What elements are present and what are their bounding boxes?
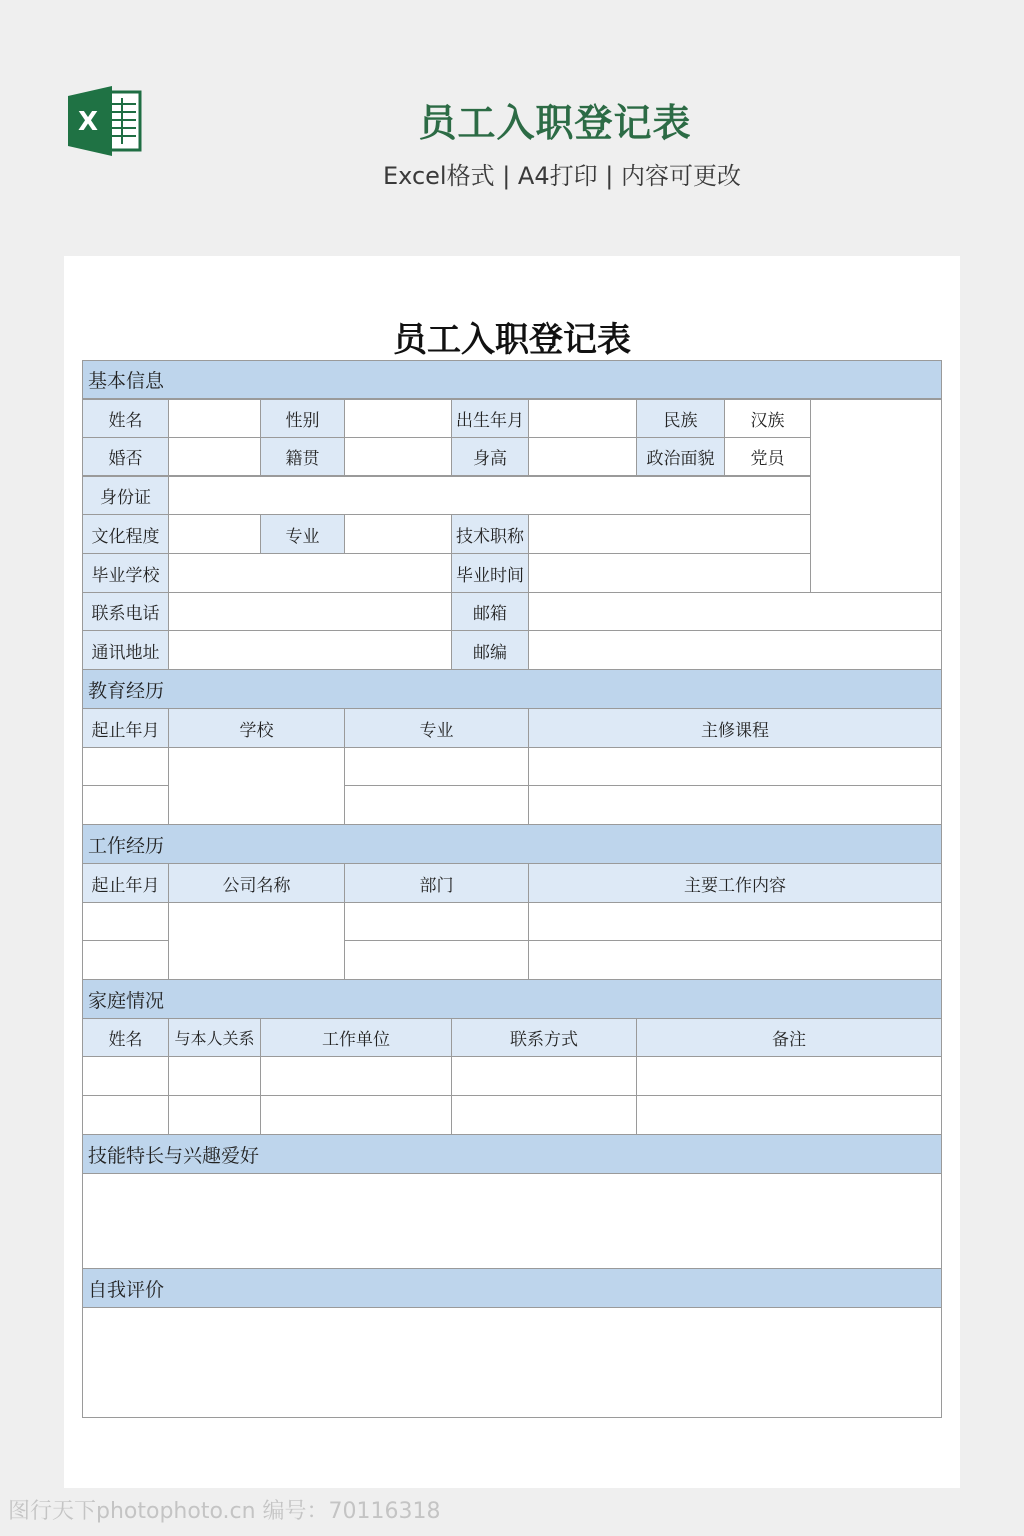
field-phone[interactable] bbox=[168, 592, 452, 631]
edu-cell[interactable] bbox=[82, 785, 169, 825]
work-cell[interactable] bbox=[344, 902, 529, 941]
family-cell[interactable] bbox=[260, 1095, 452, 1135]
family-header-relation: 与本人关系 bbox=[168, 1018, 261, 1057]
photo-cell[interactable] bbox=[810, 399, 942, 593]
field-birth[interactable] bbox=[528, 399, 637, 438]
family-cell[interactable] bbox=[451, 1056, 637, 1096]
section-basic-info: 基本信息 bbox=[82, 360, 942, 399]
field-gender[interactable] bbox=[344, 399, 452, 438]
work-header-duties: 主要工作内容 bbox=[528, 863, 942, 903]
work-cell[interactable] bbox=[82, 940, 169, 980]
family-cell[interactable] bbox=[451, 1095, 637, 1135]
edu-header-period: 起止年月 bbox=[82, 708, 169, 748]
label-phone: 联系电话 bbox=[82, 592, 169, 631]
field-height[interactable] bbox=[528, 437, 637, 476]
form-title: 员工入职登记表 bbox=[393, 320, 631, 360]
work-cell[interactable] bbox=[168, 902, 345, 980]
work-cell[interactable] bbox=[344, 940, 529, 980]
work-cell[interactable] bbox=[82, 902, 169, 941]
field-politics[interactable]: 党员 bbox=[724, 437, 811, 476]
family-cell[interactable] bbox=[168, 1056, 261, 1096]
section-self-eval: 自我评价 bbox=[82, 1268, 942, 1308]
edu-cell[interactable] bbox=[528, 747, 942, 786]
edu-cell[interactable] bbox=[168, 747, 345, 825]
label-name: 姓名 bbox=[82, 399, 169, 438]
section-family: 家庭情况 bbox=[82, 979, 942, 1019]
section-education: 教育经历 bbox=[82, 669, 942, 709]
work-header-period: 起止年月 bbox=[82, 863, 169, 903]
work-cell[interactable] bbox=[528, 940, 942, 980]
family-cell[interactable] bbox=[168, 1095, 261, 1135]
work-cell[interactable] bbox=[528, 902, 942, 941]
label-ethnicity: 民族 bbox=[636, 399, 725, 438]
field-major[interactable] bbox=[344, 514, 452, 554]
family-header-notes: 备注 bbox=[636, 1018, 942, 1057]
family-cell[interactable] bbox=[260, 1056, 452, 1096]
label-grad-time: 毕业时间 bbox=[451, 553, 529, 593]
label-school: 毕业学校 bbox=[82, 553, 169, 593]
edu-header-school: 学校 bbox=[168, 708, 345, 748]
edu-header-major: 专业 bbox=[344, 708, 529, 748]
family-cell[interactable] bbox=[636, 1056, 942, 1096]
field-name[interactable] bbox=[168, 399, 261, 438]
label-education-level: 文化程度 bbox=[82, 514, 169, 554]
label-major: 专业 bbox=[260, 514, 345, 554]
field-ethnicity[interactable]: 汉族 bbox=[724, 399, 811, 438]
field-grad-time[interactable] bbox=[528, 553, 811, 593]
header-subtitle: Excel格式 | A4打印 | 内容可更改 bbox=[383, 162, 741, 190]
label-email: 邮箱 bbox=[451, 592, 529, 631]
family-cell[interactable] bbox=[82, 1056, 169, 1096]
label-title: 技术职称 bbox=[451, 514, 529, 554]
self-eval-field[interactable] bbox=[82, 1307, 942, 1418]
label-politics: 政治面貌 bbox=[636, 437, 725, 476]
field-title[interactable] bbox=[528, 514, 811, 554]
field-school[interactable] bbox=[168, 553, 452, 593]
work-header-company: 公司名称 bbox=[168, 863, 345, 903]
field-education-level[interactable] bbox=[168, 514, 261, 554]
family-header-employer: 工作单位 bbox=[260, 1018, 452, 1057]
skills-field[interactable] bbox=[82, 1173, 942, 1269]
field-origin[interactable] bbox=[344, 437, 452, 476]
section-work: 工作经历 bbox=[82, 824, 942, 864]
family-cell[interactable] bbox=[636, 1095, 942, 1135]
field-id-card[interactable] bbox=[168, 476, 811, 515]
label-height: 身高 bbox=[451, 437, 529, 476]
edu-cell[interactable] bbox=[344, 785, 529, 825]
header-title: 员工入职登记表 bbox=[418, 101, 692, 145]
work-header-department: 部门 bbox=[344, 863, 529, 903]
edu-cell[interactable] bbox=[82, 747, 169, 786]
label-marriage: 婚否 bbox=[82, 437, 169, 476]
family-header-contact: 联系方式 bbox=[451, 1018, 637, 1057]
label-birth: 出生年月 bbox=[451, 399, 529, 438]
watermark: 图行天下photophoto.cn 编号：70116318 bbox=[8, 1499, 441, 1524]
field-postcode[interactable] bbox=[528, 630, 942, 670]
edu-cell[interactable] bbox=[344, 747, 529, 786]
field-email[interactable] bbox=[528, 592, 942, 631]
label-id-card: 身份证 bbox=[82, 476, 169, 515]
label-gender: 性别 bbox=[260, 399, 345, 438]
field-address[interactable] bbox=[168, 630, 452, 670]
label-postcode: 邮编 bbox=[451, 630, 529, 670]
section-skills: 技能特长与兴趣爱好 bbox=[82, 1134, 942, 1174]
field-marriage[interactable] bbox=[168, 437, 261, 476]
logo-letter: X bbox=[77, 107, 99, 137]
edu-cell[interactable] bbox=[528, 785, 942, 825]
label-origin: 籍贯 bbox=[260, 437, 345, 476]
family-cell[interactable] bbox=[82, 1095, 169, 1135]
label-address: 通讯地址 bbox=[82, 630, 169, 670]
edu-header-courses: 主修课程 bbox=[528, 708, 942, 748]
family-header-name: 姓名 bbox=[82, 1018, 169, 1057]
